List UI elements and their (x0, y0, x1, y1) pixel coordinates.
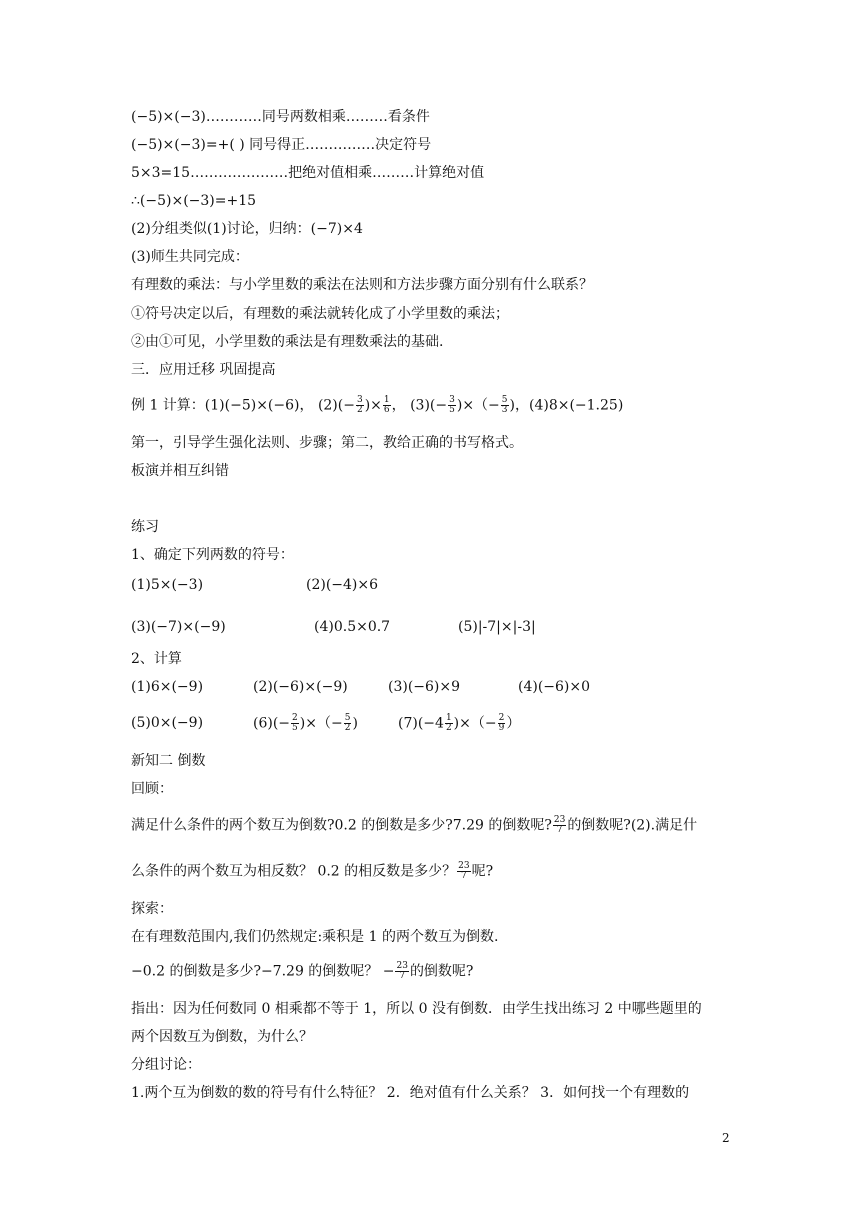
explore-label: 探索： (131, 901, 173, 917)
line-8: ①符号决定以后，有理数的乘法就转化成了小学里数的乘法； (131, 306, 509, 322)
line-9: ②由①可见，小学里数的乘法是有理数乘法的基础. (131, 334, 444, 350)
point-out-line-1: 指出：因为任何数同 0 相乘都不等于 1，所以 0 没有倒数．由学生找出练习 2 中哪些题里的 (131, 1001, 702, 1017)
page-number: 2 (722, 1131, 730, 1145)
ex1-fraction-2: $\frac{1}{6}$ (383, 395, 390, 415)
practice-2-item-7: (7)(−4 $\frac{1}{2}$ )×（− $\frac{2}{9}$ ） (398, 713, 521, 733)
ex1-text-5: )，(4)8×(−1.25) (509, 397, 624, 414)
line-3: 5×3=15…………………把绝对值相乘………计算绝对值 (131, 165, 485, 181)
practice-1-item-5: (5)|-7|×|-3| (458, 619, 536, 635)
explore-line-2: −0.2 的倒数是多少?−7.29 的倒数呢？ − $\frac{23}{7}$ 的倒数呢? (131, 961, 474, 981)
practice-2-item-5: (5)0×(−9) (131, 715, 204, 731)
ex1-text-1: 例 1 计算：(1)(−5)×(−6)， (2)(− (131, 397, 355, 414)
line-1: (−5)×(−3)…………同号两数相乘………看条件 (131, 109, 430, 125)
practice-2-item-3: (3)(−6)×9 (388, 679, 461, 695)
practice-2-item-4: (4)(−6)×0 (518, 679, 591, 695)
recall-fraction-1: $\frac{23}{7}$ (553, 815, 566, 835)
line-13: 板演并相互纠错 (131, 463, 229, 479)
example-1 (131, 396, 623, 415)
practice-1-title: 1、确定下列两数的符号： (131, 547, 294, 563)
ex1-fraction-3: $\frac{3}{5}$ (449, 395, 455, 415)
section-heading-3: 三．应用迁移 巩固提高 (131, 362, 276, 378)
practice-2-item-2: (2)(−6)×(−9) (253, 679, 348, 695)
ex1-fraction-1: $\frac{3}{2}$ (356, 395, 363, 415)
practice-1-item-4: (4)0.5×0.7 (314, 619, 391, 635)
recall-line-1: 满足什么条件的两个数互为倒数?0.2 的倒数是多少?7.29 的倒数呢? $\frac{23}{7}$ 的倒数呢?(2).满足什 (131, 815, 698, 835)
line-4: ∴(−5)×(−3)=+15 (131, 193, 257, 209)
practice-heading: 练习 (131, 519, 159, 535)
practice-1-item-1: (1)5×(−3) (131, 577, 204, 593)
line-5: (2)分组类似(1)讨论，归纳：(−7)×4 (131, 221, 363, 237)
line-2: (−5)×(−3)=+( ) 同号得正……………决定符号 (131, 137, 432, 153)
calc-fraction-3: $\frac{1}{2}$ (445, 713, 452, 733)
practice-1-item-3: (3)(−7)×(−9) (131, 619, 226, 635)
calc-fraction-1: $\frac{2}{5}$ (292, 713, 298, 733)
ex1-fraction-4: $\frac{5}{3}$ (501, 395, 508, 415)
line-6: (3)师生共同完成： (131, 249, 249, 265)
practice-2-title: 2、计算 (131, 651, 182, 667)
practice-1-item-2: (2)(−4)×6 (306, 577, 379, 593)
practice-2-item-1: (1)6×(−9) (131, 679, 204, 695)
calc-fraction-4: $\frac{2}{9}$ (498, 713, 505, 733)
recall-label: 回顾： (131, 781, 173, 797)
discussion-questions: 1.两个互为倒数的数的符号有什么特征？ 2．绝对值有什么关系？ 3．如何找一个有理数的 (131, 1085, 690, 1101)
point-out-line-2: 两个因数互为倒数，为什么？ (131, 1029, 313, 1045)
explore-line-1: 在有理数范围内,我们仍然规定:乘积是 1 的两个数互为倒数. (131, 929, 499, 945)
new-topic-heading: 新知二 倒数 (131, 753, 206, 769)
recall-line-2: 么条件的两个数互为相反数？ 0.2 的相反数是多少？ $\frac{23}{7}$ 呢? (131, 861, 494, 881)
calc-fraction-2: $\frac{5}{2}$ (344, 713, 351, 733)
explore-fraction: $\frac{23}{7}$ (396, 961, 408, 981)
line-7: 有理数的乘法：与小学里数的乘法在法则和方法步骤方面分别有什么联系？ (131, 277, 593, 293)
recall-fraction-2: $\frac{23}{7}$ (458, 861, 470, 881)
group-discussion-label: 分组讨论： (131, 1057, 201, 1073)
line-12: 第一，引导学生强化法则、步骤；第二，教给正确的书写格式。 (131, 435, 523, 451)
ex1-text-3: ， (3)(− (391, 397, 448, 414)
ex1-text-2: )× (364, 397, 382, 414)
practice-2-item-6: (6)(− $\frac{2}{5}$ )×（− $\frac{5}{2}$ ) (253, 713, 358, 733)
ex1-text-4: )×（− (456, 397, 500, 414)
